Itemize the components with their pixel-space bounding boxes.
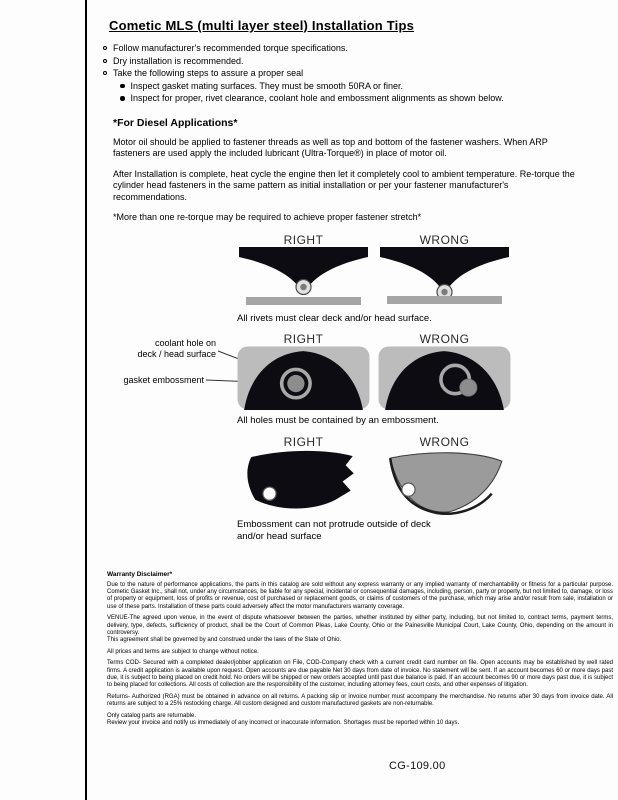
embossment-wrong-diagram bbox=[378, 449, 511, 516]
open-bullet-icon bbox=[103, 71, 107, 75]
page-edge-rule bbox=[85, 0, 87, 800]
row3-right-label: RIGHT bbox=[283, 435, 324, 449]
retorque-note: *More than one re-torque may be required to achieve proper fastener stretch* bbox=[113, 212, 422, 223]
installation-tips-list bbox=[103, 42, 583, 105]
filled-bullet-icon bbox=[120, 96, 125, 101]
row1-caption: All rivets must clear deck and/or head surface. bbox=[237, 313, 432, 324]
diagram-section bbox=[100, 230, 618, 548]
warranty-paragraph: All prices and terms are subject to change without notice. bbox=[107, 648, 259, 655]
list-item-text: Follow manufacturer's recommended torque specifications. bbox=[113, 43, 348, 53]
warranty-paragraph: Terms COD- Secured with a completed dealer/jobber application on File, COD-Company check with a current credit card number on file. Open accounts may be established by well rated firms. A credit application is available upon request. Open accounts are due payable Net 30 days from date of invoice. No statement will be sent. If an account becomes 60 or more days past due, it is subject to being placed on credit hold. No orders will be shipped or new orders accepted until past due balance is paid. If an account becomes 90 or more days past due, it is subject to being placed for collections. All costs of collection are the responsibility of the customer, including attorney fees, court costs, and other expenses of litigation. bbox=[107, 660, 613, 688]
warranty-paragraph: Returns- Authorized (RGA) must be obtained in advance on all returns. A packing slip or invoice number must accompany the merchandise. No returns after 30 days from invoice date. All returns are subject to a 25% restocking charge. All custom designed and custom manufactured gaskets are non-returnable. bbox=[107, 693, 613, 707]
gasket-embossment-label: gasket embossment bbox=[123, 375, 204, 385]
coolant-hole-label: coolant hole on deck / head surface bbox=[137, 338, 216, 359]
open-bullet-icon bbox=[103, 46, 107, 50]
list-item-text: Dry installation is recommended. bbox=[113, 55, 244, 66]
diesel-paragraph-1: Motor oil should be applied to fastener threads as well as top and bottom of the fastener washers. When ARP fasteners are used apply the included lubricant (Ultra-Torque®) in place of motor oil. bbox=[113, 137, 548, 159]
row1-wrong-label: WRONG bbox=[419, 233, 470, 247]
filled-bullet-icon bbox=[120, 84, 125, 89]
row1-right-label: RIGHT bbox=[283, 233, 324, 247]
diesel-applications-section bbox=[113, 117, 578, 232]
warranty-paragraph: VENUE-The agreed upon venue, in the event of dispute whatsoever between the parties, whether instituted by either party, including, but not limited to, contract terms, payment terms, delivery, type, defects, sufficiency of product, shall be the Court of Common Pleas, Lake County, Ohio or the Painesville Municipal Court, Lake County, Ohio, depending on the amount in controversy. bbox=[107, 615, 613, 636]
sub-list-item bbox=[120, 92, 583, 105]
list-item bbox=[103, 42, 583, 55]
rivet-wrong-diagram bbox=[378, 247, 511, 309]
list-item-text: Take the following steps to assure a proper seal bbox=[113, 68, 304, 78]
open-bullet-icon bbox=[103, 59, 107, 63]
coolant-hole-wrong-diagram bbox=[378, 346, 511, 410]
warranty-paragraph: Only catalog parts are returnable. bbox=[107, 712, 197, 719]
sub-list-item-text: Inspect for proper, rivet clearance, coolant hole and embossment alignments as shown below. bbox=[130, 93, 504, 103]
embossment-right-diagram bbox=[237, 449, 370, 516]
warranty-paragraph: Review your invoice and notify us immediately of any incorrect or inaccurate information. Shortages must be reported within 10 days. bbox=[107, 719, 460, 726]
diesel-paragraph-2: After Installation is complete, heat cycle the engine then let it completely cool to ambient temperature. Re-torque the cylinder head fasteners in the same pattern as initial installation or per your fastener manufacturer's recommendations. bbox=[113, 168, 575, 202]
warranty-disclaimer-section bbox=[107, 571, 613, 731]
warranty-paragraph: Due to the nature of performance applications, the parts in this catalog are sold without any express warranty or any implied warranty of merchantability or fitness for a particular purpose. Cometic Gasket Inc., shall not, under any circumstances, be liable for any special, incidental or consequential damages, including, person, party or property, but not limited to, damage, or loss of property or equipment, loss of profits or revenue, cost of purchased or replacement goods, or claims of customers of the purchase, which may arise and/or result from sale, installation or use of these parts. Installation of these parts could adversely affect the motor manufacturers warranty coverage. bbox=[107, 582, 613, 610]
list-item bbox=[103, 55, 583, 68]
coolant-hole-right-diagram bbox=[237, 346, 370, 410]
row2-caption: All holes must be contained by an embossment. bbox=[237, 415, 439, 426]
page-title: Cometic MLS (multi layer steel) Installation Tips bbox=[109, 18, 415, 33]
diesel-heading: *For Diesel Applications* bbox=[113, 117, 238, 129]
row3-caption: Embossment can not protrude outside of deck and/or head surface bbox=[237, 519, 431, 542]
sub-list-item bbox=[120, 80, 583, 93]
warranty-paragraph: This agreement shall be governed by and construed under the laws of the State of Ohio. bbox=[107, 636, 342, 643]
list-item bbox=[103, 67, 583, 80]
catalog-page-code: CG-109.00 bbox=[389, 760, 446, 772]
row2-right-label: RIGHT bbox=[283, 332, 324, 346]
row3-wrong-label: WRONG bbox=[419, 435, 470, 449]
row2-wrong-label: WRONG bbox=[419, 332, 470, 346]
sub-list-item-text: Inspect gasket mating surfaces. They must be smooth 50RA or finer. bbox=[130, 80, 403, 91]
warranty-heading: Warranty Disclaimer* bbox=[107, 571, 173, 578]
rivet-right-diagram bbox=[237, 247, 370, 309]
